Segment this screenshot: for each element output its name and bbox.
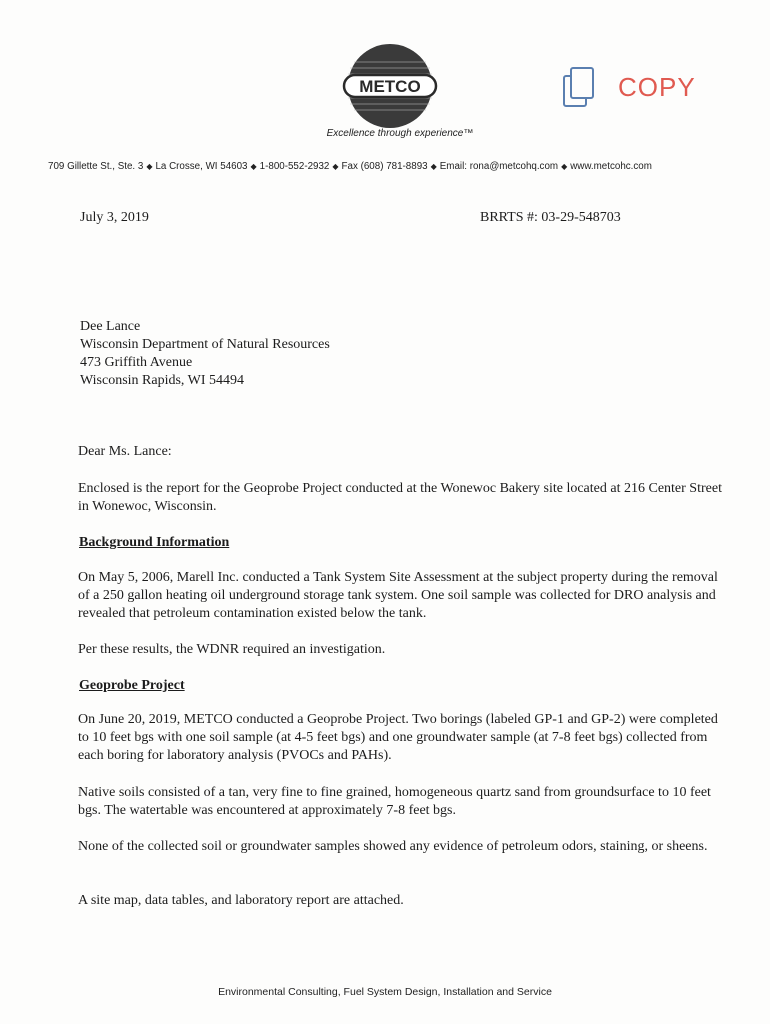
contact-city: La Crosse, WI 54603 — [155, 161, 248, 172]
brrts-number: BRRTS #: 03-29-548703 — [480, 210, 621, 225]
recipient-street: 473 Griffith Avenue — [80, 355, 193, 370]
diamond-icon: ◆ — [430, 162, 437, 171]
attachments-paragraph: A site map, data tables, and laboratory report are attached. — [78, 893, 404, 908]
contact-address: 709 Gillette St., Ste. 3 — [48, 161, 144, 172]
metco-logo — [330, 38, 450, 130]
diamond-icon: ◆ — [250, 162, 257, 171]
geoprobe-paragraph-1: On June 20, 2019, METCO conducted a Geoprobe Project. Two borings (labeled GP-1 and GP-2) were completed to 10 feet bgs with one soil sample (at 4-5 feet bgs) and one groundwater sample (at 7-8 feet bgs) collected from each boring for laboratory analysis (PVOCs and PAHs). — [78, 712, 718, 763]
recipient-name: Dee Lance — [80, 319, 141, 334]
background-paragraph-2: Per these results, the WDNR required an investigation. — [78, 642, 386, 657]
diamond-icon: ◆ — [332, 162, 339, 171]
letter-date: July 3, 2019 — [80, 210, 149, 225]
recipient-org: Wisconsin Department of Natural Resources — [80, 337, 330, 352]
contact-line — [48, 161, 728, 172]
background-paragraph-1: On May 5, 2006, Marell Inc. conducted a Tank System Site Assessment at the subject property during the removal of a 250 gallon heating oil underground storage tank system. One soil sample was collected for DRO analysis and revealed that petroleum contamination existed below the tank. — [78, 570, 718, 621]
diamond-icon: ◆ — [146, 162, 153, 171]
salutation: Dear Ms. Lance: — [78, 444, 172, 459]
geoprobe-paragraph-3: None of the collected soil or groundwater samples showed any evidence of petroleum odors, staining, or sheens. — [78, 839, 708, 854]
diamond-icon: ◆ — [561, 162, 568, 171]
contact-phone: 1-800-552-2932 — [259, 161, 330, 172]
copy-doc-icon — [562, 66, 602, 110]
recipient-city: Wisconsin Rapids, WI 54494 — [80, 373, 245, 388]
geoprobe-paragraph-2: Native soils consisted of a tan, very fine to fine grained, homogeneous quartz sand from groundsurface to 10 feet bgs. The watertable was encountered at approximately 7-8 feet bgs. — [78, 785, 711, 818]
contact-email: Email: rona@metcohq.com — [439, 161, 559, 172]
geoprobe-heading: Geoprobe Project — [79, 678, 185, 693]
contact-website: www.metcohc.com — [570, 161, 652, 172]
background-heading: Background Information — [79, 535, 230, 550]
tagline: Excellence through experience™ — [326, 128, 474, 139]
contact-fax: Fax (608) 781-8893 — [341, 161, 428, 172]
footer-text: Environmental Consulting, Fuel System Design, Installation and Service — [218, 986, 552, 998]
metco-logo-text: METCO — [359, 77, 421, 96]
recipient-address — [80, 318, 330, 390]
intro-paragraph: Enclosed is the report for the Geoprobe Project conducted at the Wonewoc Bakery site located at 216 Center Street in Wonewoc, Wisconsin. — [78, 481, 722, 514]
copy-stamp — [562, 66, 702, 110]
copy-label: COPY — [618, 72, 696, 102]
